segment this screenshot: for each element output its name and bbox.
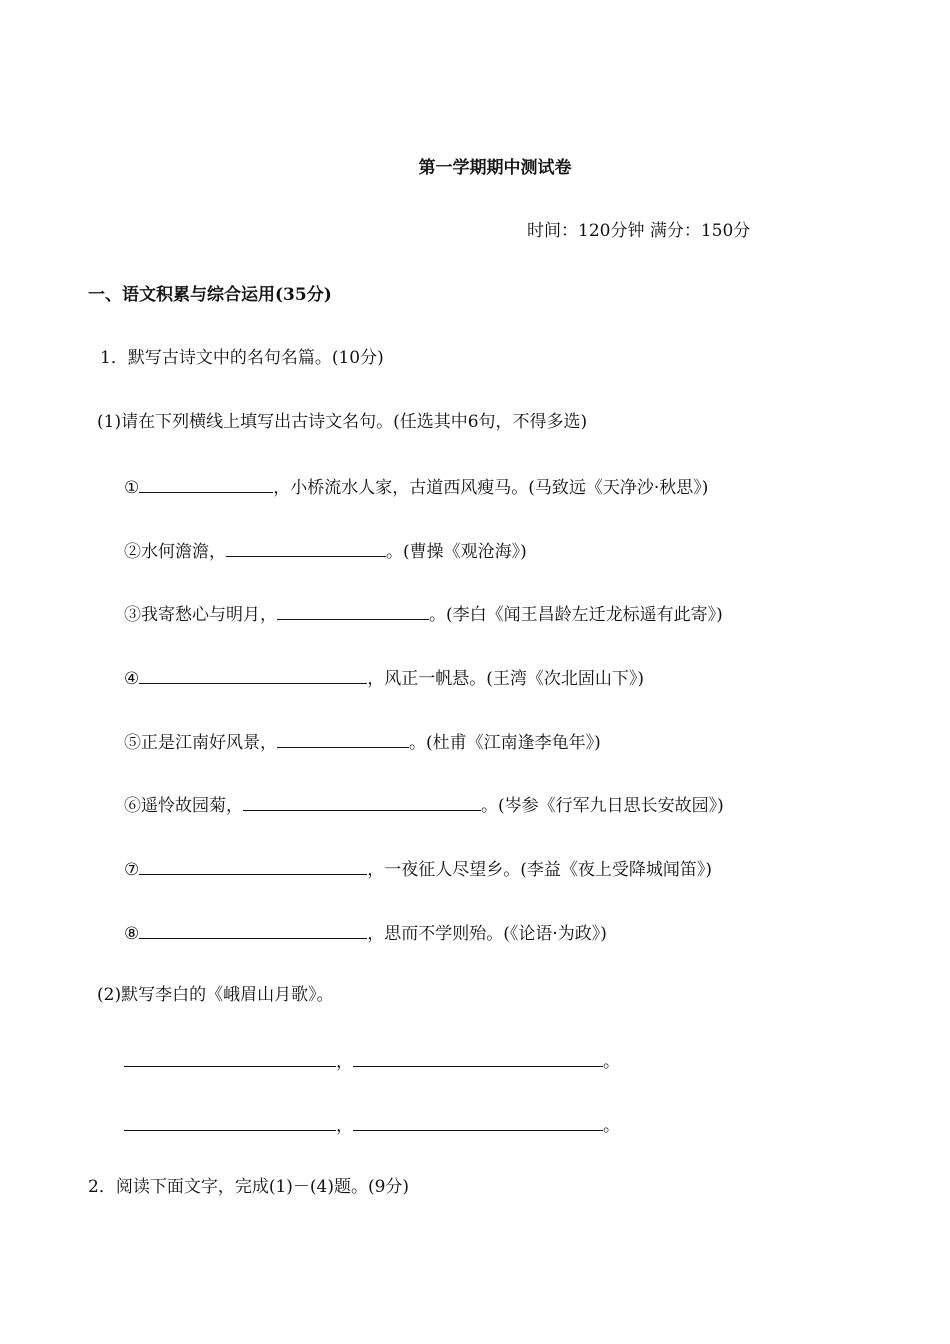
answer-blank[interactable] xyxy=(277,729,409,748)
answer-blank[interactable] xyxy=(124,1048,336,1067)
answer-blank[interactable] xyxy=(139,856,367,875)
fill-item-2 xyxy=(124,538,527,564)
item-prefix: ① xyxy=(124,478,140,498)
answer-blank[interactable] xyxy=(226,538,386,557)
item-prefix: ⑥遥怜故园菊， xyxy=(124,796,243,816)
item-suffix: 。(李白《闻王昌龄左迁龙标遥有此寄》) xyxy=(429,605,723,625)
question-1-heading: 1．默写古诗文中的名句名篇。(10分) xyxy=(100,348,384,368)
fill-item-3 xyxy=(124,601,723,627)
section-heading: 一、语文积累与综合运用(35分) xyxy=(88,285,332,305)
fill-item-8 xyxy=(124,920,607,946)
item-prefix: ⑤正是江南好风景， xyxy=(124,733,277,753)
item-suffix: ，小桥流水人家，古道西风瘦马。(马致远《天净沙·秋思》) xyxy=(273,478,709,498)
question-1-part-2: (2)默写李白的《峨眉山月歌》。 xyxy=(97,985,334,1005)
item-prefix: ⑦ xyxy=(124,860,140,880)
question-2-heading: 2．阅读下面文字，完成(1)－(4)题。(9分) xyxy=(88,1177,410,1197)
answer-blank[interactable] xyxy=(139,920,367,939)
item-suffix: 。(曹操《观沧海》) xyxy=(386,542,527,562)
poem-line-1 xyxy=(124,1048,620,1074)
answer-blank[interactable] xyxy=(139,474,273,493)
poem-line-2 xyxy=(124,1112,620,1138)
item-suffix: ，一夜征人尽望乡。(李益《夜上受降城闻笛》) xyxy=(367,860,713,880)
item-prefix: ④ xyxy=(124,669,140,689)
comma: ， xyxy=(336,1052,353,1072)
item-suffix: 。(杜甫《江南逢李龟年》) xyxy=(409,733,601,753)
answer-blank[interactable] xyxy=(277,601,429,620)
answer-blank[interactable] xyxy=(353,1112,603,1131)
item-prefix: ③我寄愁心与明月， xyxy=(124,605,277,625)
fill-item-6 xyxy=(124,792,724,818)
exam-meta: 时间：120分钟 满分：150分 xyxy=(527,221,751,241)
item-suffix: 。(岑参《行军九日思长安故园》) xyxy=(481,796,724,816)
fill-item-7 xyxy=(124,856,712,882)
item-suffix: ，思而不学则殆。(《论语·为政》) xyxy=(367,924,607,944)
page-title: 第一学期期中测试卷 xyxy=(418,158,572,178)
answer-blank[interactable] xyxy=(353,1048,603,1067)
period: 。 xyxy=(603,1052,620,1072)
fill-item-5 xyxy=(124,729,601,755)
fill-item-4 xyxy=(124,665,644,691)
answer-blank[interactable] xyxy=(139,665,367,684)
comma: ， xyxy=(336,1116,353,1136)
fill-item-1 xyxy=(124,474,708,500)
item-prefix: ⑧ xyxy=(124,924,140,944)
question-1-part-1: (1)请在下列横线上填写出古诗文名句。(任选其中6句，不得多选) xyxy=(97,412,588,432)
answer-blank[interactable] xyxy=(243,792,481,811)
period: 。 xyxy=(603,1116,620,1136)
item-suffix: ，风正一帆悬。(王湾《次北固山下》) xyxy=(367,669,645,689)
item-prefix: ②水何澹澹， xyxy=(124,542,226,562)
answer-blank[interactable] xyxy=(124,1112,336,1131)
